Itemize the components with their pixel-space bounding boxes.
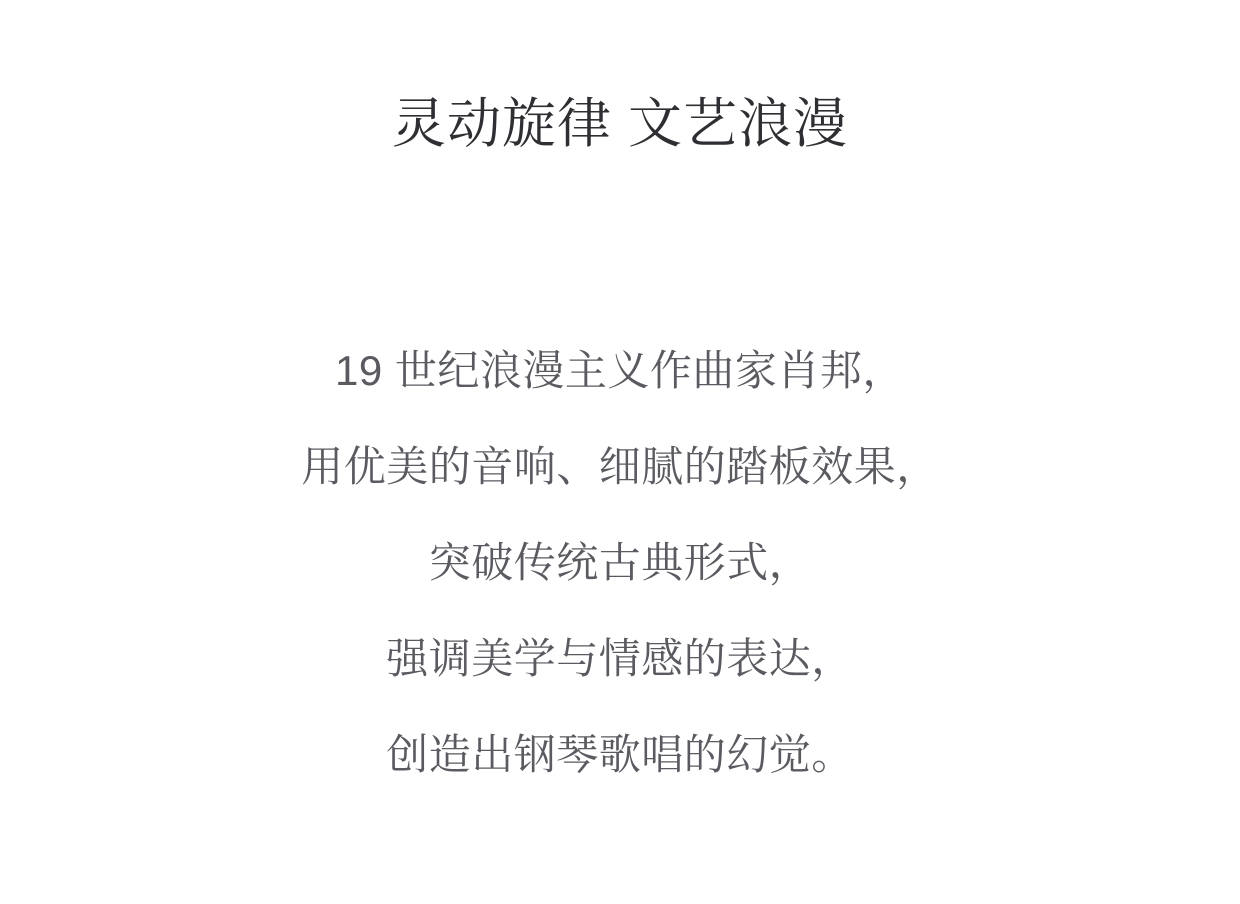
body-line: 创造出钢琴歌唱的幻觉。 [386,730,854,778]
body-line: 19 世纪浪漫主义作曲家肖邦， [335,346,905,394]
body-line: 用优美的音响、细腻的踏板效果， [301,442,939,490]
body-line: 强调美学与情感的表达， [386,634,854,682]
body-text-block [0,323,1240,803]
body-line: 突破传统古典形式， [428,538,812,586]
page-title: 灵动旋律 文艺浪漫 [391,94,848,154]
